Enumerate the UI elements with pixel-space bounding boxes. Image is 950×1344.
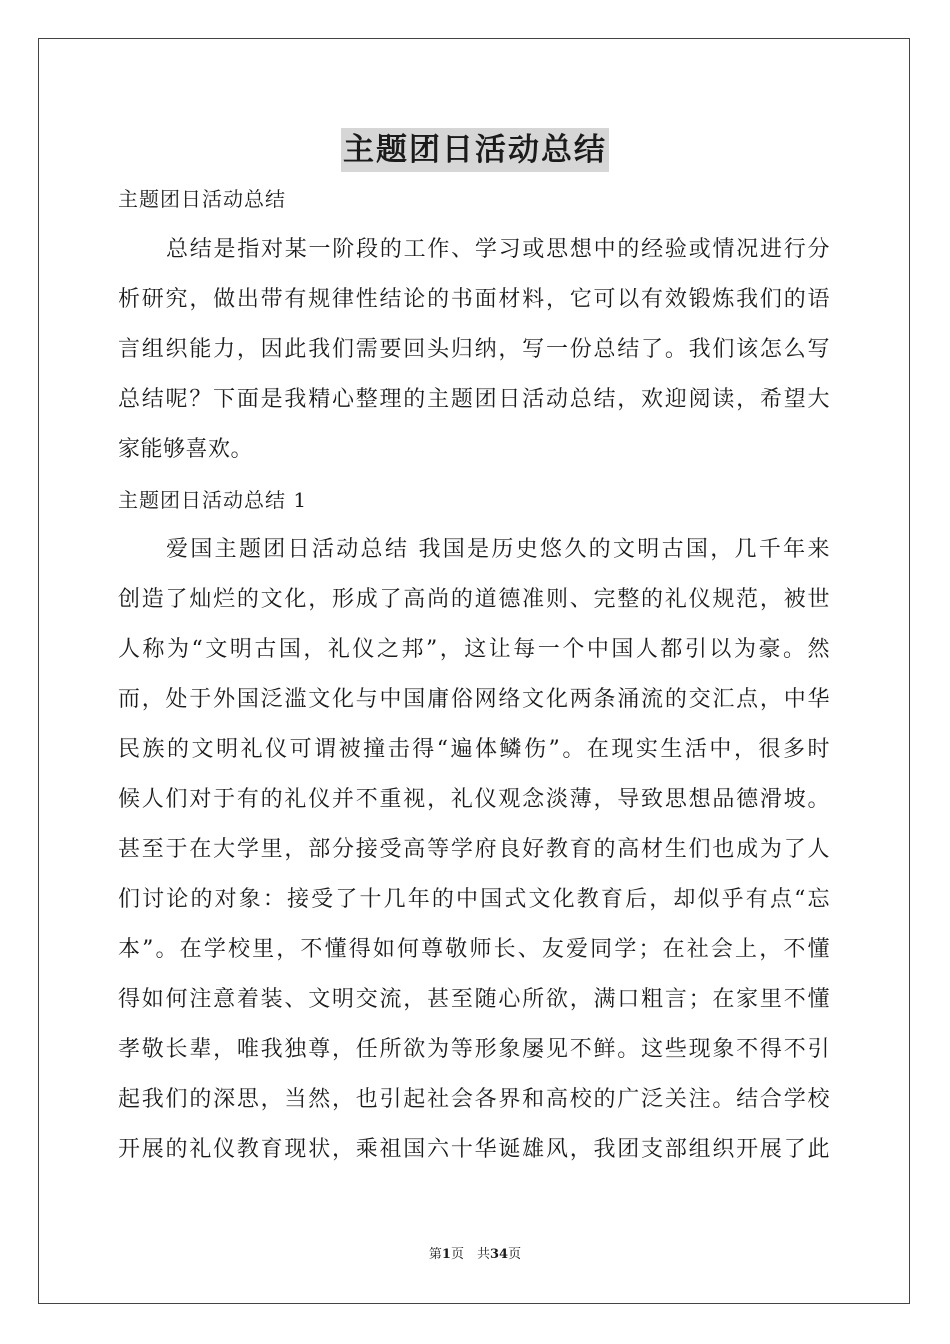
body-line: 人称为“文明古国，礼仪之邦”，这让每一个中国人都引以为豪。然 — [118, 637, 830, 662]
body-line: 本”。在学校里，不懂得如何尊敬师长、友爱同学；在社会上，不懂 — [118, 937, 830, 962]
body-line: 甚至于在大学里，部分接受高等学府良好教育的高材生们也成为了人 — [118, 837, 830, 862]
body-line: 候人们对于有的礼仪并不重视，礼仪观念淡薄，导致思想品德滑坡。 — [118, 787, 830, 812]
intro-line: 言组织能力，因此我们需要回头归纳，写一份总结了。我们该怎么写 — [118, 337, 830, 362]
intro-line: 家能够喜欢。 — [118, 437, 254, 462]
footer-total-pages: 34 — [489, 1247, 509, 1262]
body-line: 创造了灿烂的文化，形成了高尚的道德准则、完整的礼仪规范，被世 — [118, 587, 830, 612]
body-line: 爱国主题团日活动总结 我国是历史悠久的文明古国，几千年来 — [166, 537, 830, 562]
footer-page-mid: 页 共 — [450, 1247, 490, 1262]
body-line: 而，处于外国泛滥文化与中国庸俗网络文化两条涌流的交汇点，中华 — [118, 687, 830, 712]
intro-line: 析研究，做出带有规律性结论的书面材料，它可以有效锻炼我们的语 — [118, 287, 830, 312]
section-heading: 主题团日活动总结 1 — [118, 488, 308, 512]
body-line: 孝敬长辈，唯我独尊，任所欲为等形象屡见不鲜。这些现象不得不引 — [118, 1037, 830, 1062]
body-line: 们讨论的对象：接受了十几年的中国式文化教育后，却似乎有点“忘 — [118, 887, 830, 912]
footer-page-suffix: 页 — [508, 1247, 522, 1262]
intro-line: 总结是指对某一阶段的工作、学习或思想中的经验或情况进行分 — [166, 237, 830, 262]
body-line: 得如何注意着装、文明交流，甚至随心所欲，满口粗言；在家里不懂 — [118, 987, 830, 1012]
body-line: 开展的礼仪教育现状，乘祖国六十华诞雄风，我团支部组织开展了此 — [118, 1137, 830, 1162]
page-footer — [0, 1246, 950, 1264]
footer-page-prefix: 第 — [428, 1247, 442, 1262]
body-line: 起我们的深思，当然，也引起社会各界和高校的广泛关注。结合学校 — [118, 1087, 830, 1112]
body-line: 民族的文明礼仪可谓被撞击得“遍体鳞伤”。在现实生活中，很多时 — [118, 737, 830, 762]
subtitle: 主题团日活动总结 — [118, 187, 286, 211]
footer-page-number: 1 — [441, 1247, 451, 1262]
title-wrap — [0, 128, 950, 172]
document-title: 主题团日活动总结 — [341, 128, 609, 172]
intro-line: 总结呢？下面是我精心整理的主题团日活动总结，欢迎阅读，希望大 — [118, 387, 830, 412]
